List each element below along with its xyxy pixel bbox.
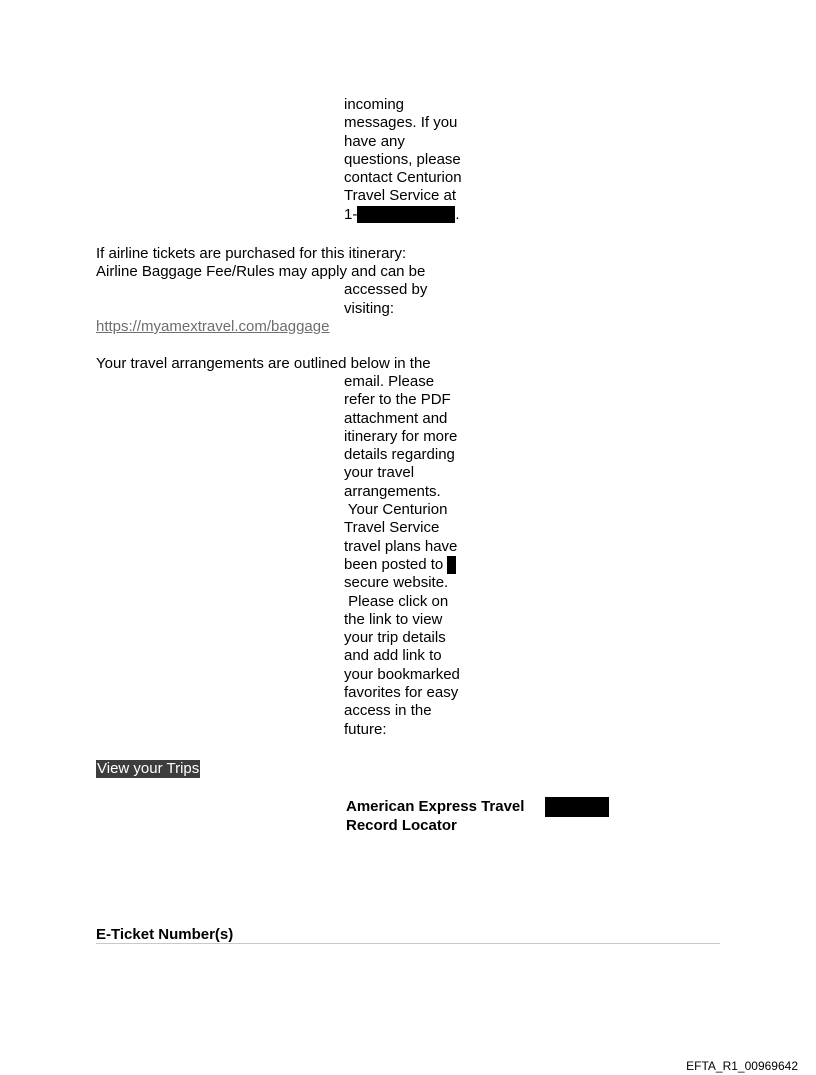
arrangements-first-line: Your travel arrangements are outlined below in the (96, 355, 431, 372)
arrangements-line: your bookmarked (344, 665, 460, 683)
record-locator-label-2: Record Locator (346, 817, 457, 834)
arrangements-line: secure website. (344, 574, 449, 592)
phone-line (344, 206, 484, 224)
arrangements-line: favorites for easy (344, 684, 459, 702)
baggage-link[interactable]: https://myamextravel.com/baggage (96, 318, 330, 335)
arrangements-line: Please click on (344, 592, 449, 610)
arrangements-line: details regarding (344, 446, 455, 464)
baggage-line-2: Airline Baggage Fee/Rules may apply and can be (96, 263, 426, 280)
arrangements-line: Travel Service (344, 519, 440, 537)
arrangements-line: and add link to (344, 647, 442, 665)
contact-line: contact Centurion (344, 169, 462, 187)
arrangements-line: travel plans have (344, 537, 458, 555)
record-locator-redaction (545, 797, 609, 817)
arrangements-line: your trip details (344, 629, 446, 647)
arrangements-line: access in the (344, 702, 432, 720)
view-trips-button[interactable]: View your Trips (97, 760, 200, 777)
phone-redaction (357, 206, 455, 223)
posted-redaction (447, 556, 456, 574)
arrangements-line: arrangements. (344, 482, 441, 500)
arrangements-line: refer to the PDF (344, 391, 451, 409)
eticket-divider (96, 943, 720, 944)
arrangements-line: itinerary for more (344, 427, 458, 445)
contact-line: have any (344, 132, 405, 150)
contact-line: messages. If you (344, 114, 458, 132)
arrangements-paragraph (344, 373, 484, 739)
contact-line: Travel Service at (344, 187, 456, 205)
record-locator-label-1: American Express Travel (346, 798, 525, 815)
contact-line: questions, please (344, 150, 461, 168)
arrangements-line: attachment and (344, 409, 448, 427)
baggage-line-4: visiting: (344, 300, 395, 317)
arrangements-line: the link to view (344, 610, 443, 628)
arrangements-line: future: (344, 720, 387, 738)
arrangements-line: your travel (344, 464, 415, 482)
document-id: EFTA_R1_00969642 (686, 1059, 798, 1073)
arrangements-line: Your Centurion (344, 501, 448, 519)
arrangements-line: email. Please (344, 373, 435, 390)
posted-line (344, 556, 484, 574)
posted-text: been posted to (344, 555, 444, 573)
baggage-line-3: accessed by (344, 281, 428, 298)
phone-suffix: . (455, 205, 460, 223)
eticket-heading: E-Ticket Number(s) (96, 926, 234, 943)
baggage-line-1: If airline tickets are purchased for this itinerary: (96, 245, 407, 262)
phone-prefix: 1- (344, 205, 358, 223)
contact-paragraph (344, 96, 484, 224)
contact-line: incoming (344, 96, 405, 113)
